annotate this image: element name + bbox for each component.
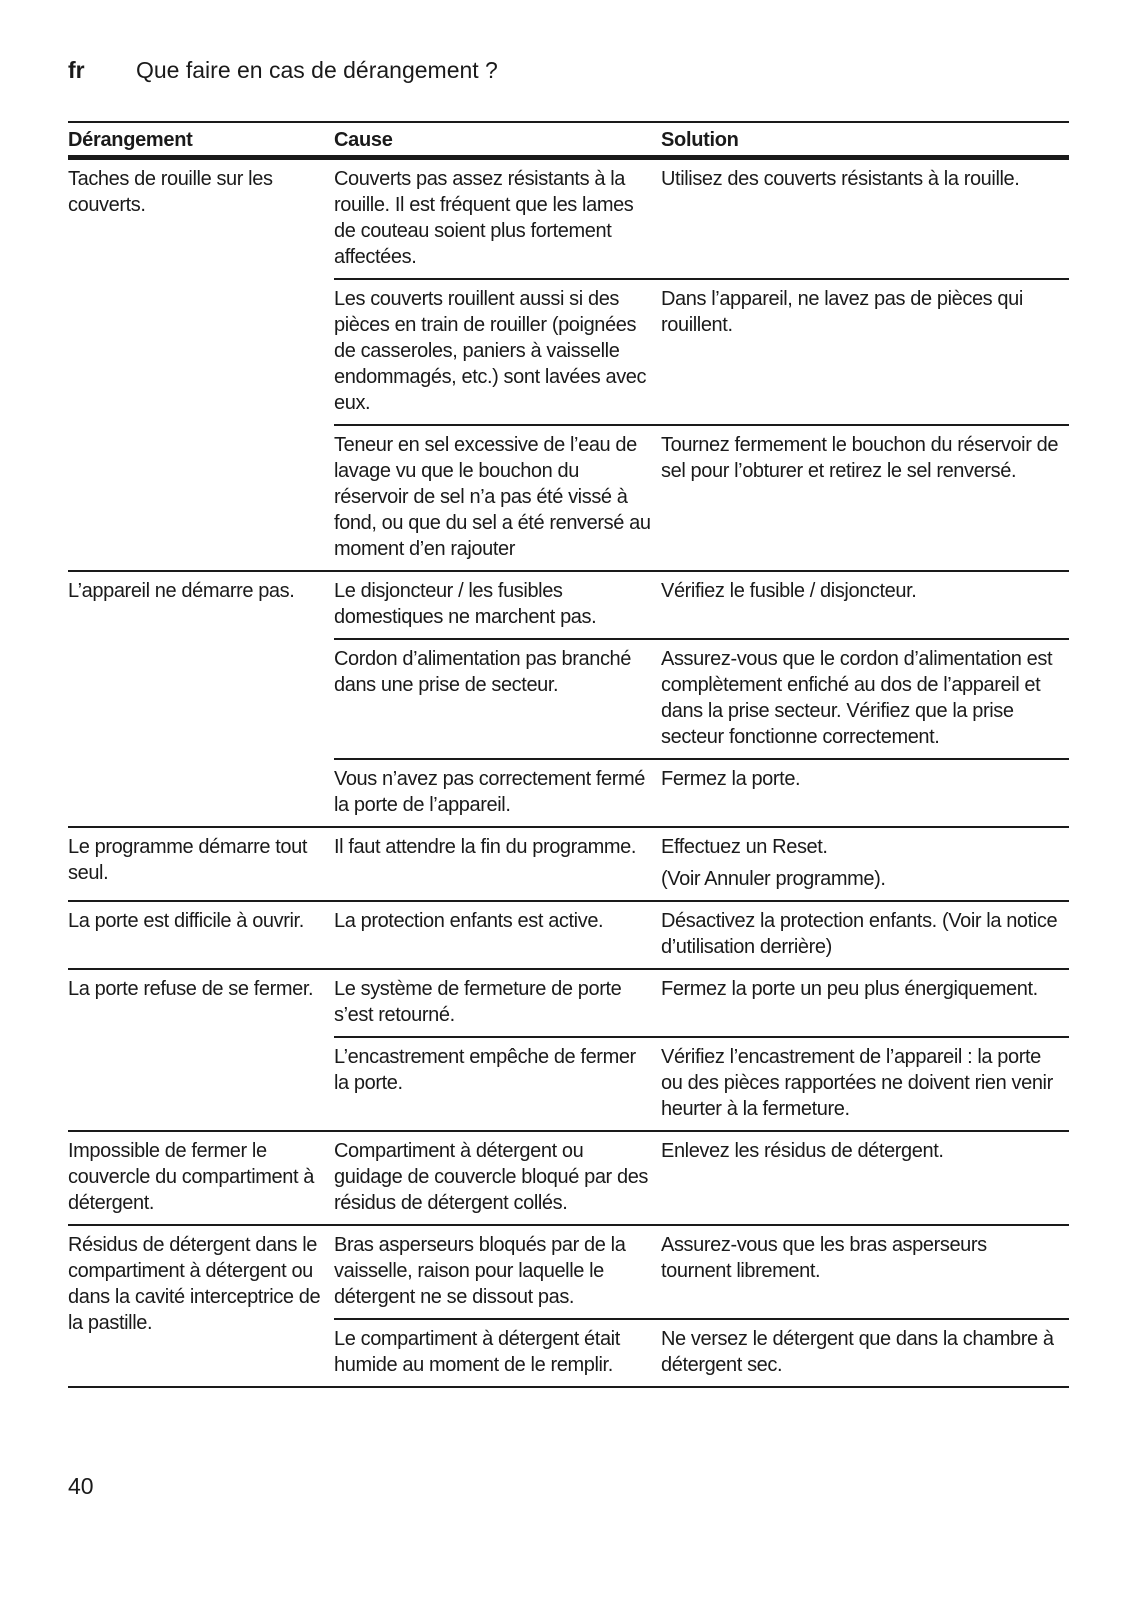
page-header [68,56,498,84]
cause-solution-row [334,638,1069,758]
column-header-problem: Dérangement [68,129,193,151]
page-title: Que faire en cas de dérangement ? [136,57,498,83]
problem-cell: Résidus de détergent dans le compartiment à détergent ou dans la cavité interceptrice de la pastille. [68,1234,321,1334]
table-row [68,826,1069,900]
cause-cell: Les couverts rouillent aussi si des pièces en train de rouiller (poignées de casseroles, paniers à vaisselle endommagés, etc.) sont lavées avec eux. [334,288,647,414]
solution-text: Dans l’appareil, ne lavez pas de pièces qui rouillent. [661,288,1023,336]
solution-text: Fermez la porte. [661,768,801,790]
solution-cell [661,1326,1069,1378]
cause-solution-group [334,160,1069,570]
cause-cell: Vous n’avez pas correctement fermé la porte de l’appareil. [334,768,645,816]
solution-cell [661,166,1069,270]
solution-text: Vérifiez l’encastrement de l’appareil : la porte ou des pièces rapportées ne doivent rien venir heurter à la fermeture. [661,1046,1053,1120]
cause-solution-row [334,278,1069,424]
cause-solution-row [334,1226,1069,1318]
problem-cell: L’appareil ne démarre pas. [68,580,295,602]
cause-solution-row [334,1036,1069,1130]
language-code: fr [68,57,85,83]
solution-cell [661,1232,1069,1310]
problem-cell: Taches de rouille sur les couverts. [68,168,273,216]
cause-solution-row [334,970,1069,1036]
cause-cell: La protection enfants est active. [334,910,604,932]
solution-cell [661,578,1069,630]
cause-cell: Le système de fermeture de porte s’est retourné. [334,978,622,1026]
cause-cell: Il faut attendre la fin du programme. [334,836,637,858]
troubleshooting-table [68,121,1069,1388]
solution-cell [661,646,1069,750]
solution-text: Assurez-vous que le cordon d’alimentation est complètement enfiché au dos de l’appareil et dans la prise secteur. Vérifiez que la prise secteur fonctionne correctement. [661,648,1053,748]
table-row [68,1224,1069,1386]
table-row [68,900,1069,968]
solution-text: Enlevez les résidus de détergent. [661,1140,944,1162]
problem-cell: Impossible de fermer le couvercle du compartiment à détergent. [68,1140,314,1214]
solution-cell [661,1044,1069,1122]
cause-cell: L’encastrement empêche de fermer la porte. [334,1046,636,1094]
cause-solution-row [334,160,1069,278]
cause-solution-group [334,1132,1069,1224]
cause-solution-group [334,970,1069,1130]
problem-cell: Le programme démarre tout seul. [68,836,308,884]
column-header-solution: Solution [661,129,739,151]
table-row [68,1130,1069,1224]
solution-cell [661,1138,1069,1216]
cause-solution-row [334,1132,1069,1224]
solution-cell [661,976,1069,1028]
solution-cell [661,766,1069,818]
table-header [68,123,1069,160]
cause-cell: Couverts pas assez résistants à la rouille. Il est fréquent que les lames de couteau soient plus fortement affectées. [334,168,634,268]
table-row [68,968,1069,1130]
solution-text: Fermez la porte un peu plus énergiquement. [661,978,1038,1000]
column-header-cause: Cause [334,129,393,151]
solution-cell [661,834,1069,892]
cause-solution-row [334,572,1069,638]
cause-cell: Compartiment à détergent ou guidage de couvercle bloqué par des résidus de détergent collés. [334,1140,649,1214]
cause-solution-row [334,902,1069,968]
solution-text: Tournez fermement le bouchon du réservoir de sel pour l’obturer et retirez le sel renversé. [661,434,1059,482]
cause-cell: Cordon d’alimentation pas branché dans une prise de secteur. [334,648,631,696]
problem-cell: La porte refuse de se fermer. [68,978,314,1000]
cause-solution-group [334,902,1069,968]
cause-cell: Le compartiment à détergent était humide au moment de le remplir. [334,1328,620,1376]
cause-solution-row [334,1318,1069,1386]
solution-text: (Voir Annuler programme). [661,868,886,890]
solution-cell [661,432,1069,562]
cause-solution-row [334,828,1069,900]
cause-solution-row [334,758,1069,826]
solution-text: Assurez-vous que les bras asperseurs tournent librement. [661,1234,987,1282]
table-row [68,160,1069,570]
problem-cell: La porte est difficile à ouvrir. [68,910,304,932]
table-row [68,570,1069,826]
solution-cell [661,286,1069,416]
cause-cell: Le disjoncteur / les fusibles domestiques ne marchent pas. [334,580,597,628]
solution-text: Utilisez des couverts résistants à la rouille. [661,168,1020,190]
cause-cell: Teneur en sel excessive de l’eau de lavage vu que le bouchon du réservoir de sel n’a pas été vissé à fond, ou que du sel a été renversé au moment d’en rajouter [334,434,651,560]
solution-cell [661,908,1069,960]
solution-text: Effectuez un Reset. [661,836,828,858]
cause-cell: Bras asperseurs bloqués par de la vaisselle, raison pour laquelle le détergent ne se dissout pas. [334,1234,626,1308]
solution-text: Vérifiez le fusible / disjoncteur. [661,580,917,602]
page-number: 40 [68,1473,94,1499]
solution-text: Désactivez la protection enfants. (Voir la notice d’utilisation derrière) [661,910,1058,958]
cause-solution-group [334,1226,1069,1386]
cause-solution-row [334,424,1069,570]
cause-solution-group [334,828,1069,900]
cause-solution-group [334,572,1069,826]
solution-text: Ne versez le détergent que dans la chambre à détergent sec. [661,1328,1054,1376]
